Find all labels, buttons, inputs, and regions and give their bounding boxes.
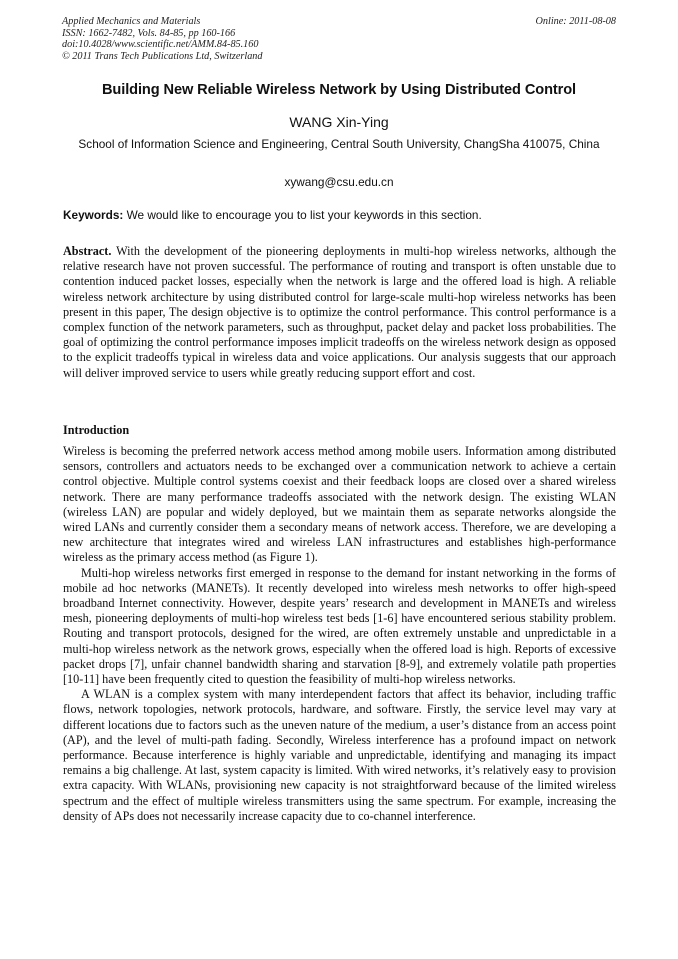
doi-line: doi:10.4028/www.scientific.net/AMM.84-85.160 xyxy=(62,39,259,51)
keywords-section xyxy=(63,208,616,222)
journal-name: Applied Mechanics and Materials xyxy=(62,16,201,27)
journal-header xyxy=(62,16,616,62)
intro-paragraph-1: Wireless is becoming the preferred network access method among mobile users. Information among distributed sensors, controllers and actuators needs to be exchanged over a communication network to achieve a certain control objective. Multiple control systems coexist and their feedback loops are closed over a shared wireless network. There are many performance tradeoffs associated with the network design. The existing WLAN (wireless LAN) are popular and widely deployed, but we maintain them as separate networks alongside the wired LANs and currently consider them a secondary means of network access. Therefore, we are developing a new architecture that integrates wired and wireless LAN infrastructures and establishes high-performance wireless as the primary access method (as Figure 1). xyxy=(63,444,616,565)
intro-paragraph-3: A WLAN is a complex system with many interdependent factors that affect its behavior, including traffic flows, network topologies, network protocols, hardware, and software. Firstly, the service level may vary at different locations due to factors such as the uneven nature of the medium, a user’s distance from an access point (AP), and the level of multi-path fading. Secondly, Wireless interference has a profound impact on network performance. Because interference is highly variable and unpredictable, identifying and managing its impact remains a big challenge. At last, system capacity is limited. With wired networks, it’s relatively easy to provision extra capacity. With WLANs, provisioning new capacity is not straightforward because of the limited wireless spectrum and the effect of multiple wireless transmitters using the same spectrum. For example, increasing the density of APs does not necessarily increase capacity due to co-channel interference. xyxy=(63,687,616,823)
keywords-text: We would like to encourage you to list your keywords in this section. xyxy=(126,208,482,222)
author-email: xywang@csu.edu.cn xyxy=(284,175,394,189)
copyright-line: © 2011 Trans Tech Publications Ltd, Switzerland xyxy=(62,50,263,62)
online-date: Online: 2011-08-08 xyxy=(535,16,616,27)
paper-title: Building New Reliable Wireless Network by Using Distributed Control xyxy=(101,82,577,98)
intro-paragraph-2: Multi-hop wireless networks first emerged in response to the demand for instant networking in the forms of mobile ad hoc networks (MANETs). It recently developed into wireless mesh networks to offer high-speed broadband Internet connectivity. However, despite years’ research and development in MANETs and wireless mesh, pioneering deployments of multi-hop wireless test beds [1-6] have encountered serious stability problem. Routing and transport protocols, designed for the wired, are often extremely unstable and unpredictable in a multi-hop wireless network as the network grows, especially when the offered load is high. Reports of excessive packet drops [7], unfair channel bandwidth sharing and starvation [8-9], and extremely volatile path properties [10-11] have been frequently cited to question the feasibility of multi-hop wireless networks. xyxy=(63,565,616,687)
abstract-section xyxy=(63,244,616,381)
introduction-section xyxy=(63,444,616,824)
author-name: WANG Xin-Ying xyxy=(289,114,389,130)
abstract-text: With the development of the pioneering deployments in multi-hop wireless networks, although the relative research have not proven successful. The performance of routing and transport is often unstable due to contention induced packet losses, especially when the network is large and the offered load is high. A reliable wireless network architecture by using distributed control for large-scale multi-hop wireless networks has been present in this paper, The design objective is to optimize the control performance. This control performance is a complex function of the network parameters, such as throughput, packet delay and packet loss probabilities. The goal of optimizing the control performance imposes implicit tradeoffs on the wireless network design as opposed to the explicit tradeoffs typical in wireless data and voice applications. Our analysis suggests that our approach will deliver improved service to users while greatly reducing support effort and cost. xyxy=(63,244,616,380)
introduction-heading: Introduction xyxy=(63,423,130,437)
keywords-label: Keywords: xyxy=(63,208,127,222)
author-affiliation: School of Information Science and Engineering, Central South University, ChangSha 410075, China xyxy=(78,137,600,151)
issn-line: ISSN: 1662-7482, Vols. 84-85, pp 160-166 xyxy=(62,27,236,39)
abstract-label: Abstract. xyxy=(63,244,117,258)
